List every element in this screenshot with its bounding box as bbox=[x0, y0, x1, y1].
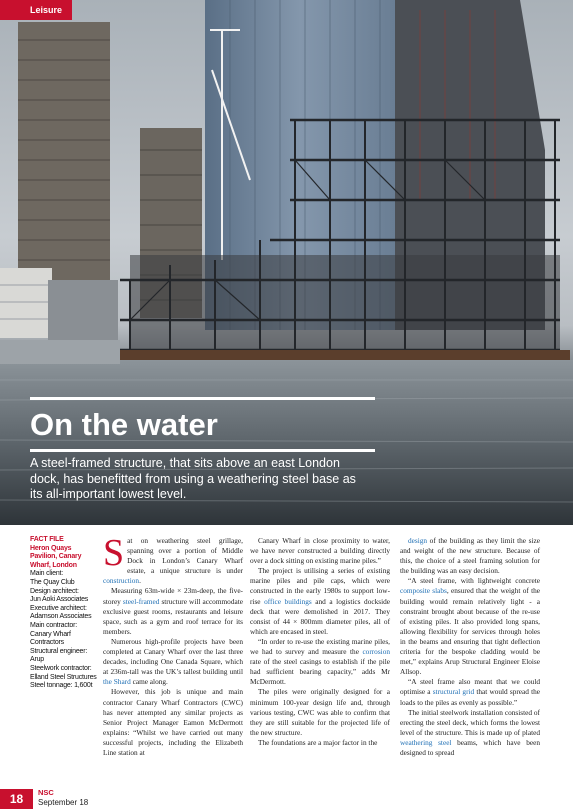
publication-name: NSC bbox=[38, 788, 54, 797]
body-paragraph: The foundations are a major factor in the bbox=[258, 737, 378, 747]
headline-rule-bottom bbox=[30, 449, 375, 452]
headline: On the water bbox=[30, 407, 218, 442]
fact-file-row: Main contractor: bbox=[30, 621, 77, 629]
keyword-link[interactable]: the Shard bbox=[103, 677, 131, 687]
fact-file-row: Main client: bbox=[30, 570, 64, 578]
standfirst: A steel-framed structure, that sits above an east London dock, has benefitted from using a weathering steel base as its all-important lowest level. bbox=[30, 456, 356, 501]
body-paragraph: The initial steelwork installation consisted of erecting the steel deck, which forms the lowest level of the structure. This is made up of plated weathering steel beams, which have been designed to spread bbox=[400, 707, 540, 757]
fact-file-row: Canary Wharf Contractors bbox=[30, 630, 71, 647]
keyword-link[interactable]: composite slabs bbox=[400, 586, 447, 596]
body-paragraph: “In order to re-use the existing marine piles, we had to survey and measure the corrosion rate of the steel casings to establish if the pile had sufficient bearing capacity,” adds Mr McDermott. bbox=[250, 636, 390, 687]
keyword-link[interactable]: corrosion bbox=[362, 647, 390, 657]
headline-rule-top bbox=[30, 397, 375, 400]
keyword-link[interactable]: structural grid bbox=[432, 687, 475, 697]
fact-file-row: Structural engineer: bbox=[30, 647, 88, 655]
fact-file bbox=[30, 536, 100, 691]
body-column-3 bbox=[400, 536, 540, 758]
body-paragraph: However, this job is unique and main contractor Canary Wharf Contractors (CWC) has never attempted any similar projects as Senior Project Manager Eamon McDermott explains: “Whilst we have carried out many successful projects, including the Elizabeth Line station at bbox=[103, 687, 243, 757]
body-paragraph: Numerous high-profile projects have been completed at Canary Wharf over the last three decades, including One Canada Square, which at 236m-tall was the UK’s tallest building until the Shard came along. bbox=[103, 636, 243, 687]
body-paragraph: The project is utilising a series of existing marine piles and pile caps, which were constructed in the early 1980s to support low-rise office buildings and a logistics dockside deck that were demolished in 2017. They consist of 44 × 800mm diameter piles, all of which are encased in steel. bbox=[250, 566, 390, 636]
fact-file-row: Elland Steel Structures bbox=[30, 673, 97, 681]
body-paragraph: The piles were originally designed for a minimum 100-year design life and, through various testing, CWC was able to confirm that they are still suitable for the projected life of the new structure. bbox=[250, 687, 390, 737]
body-paragraph: Canary Wharf in close proximity to water, we have never constructed a building directly over a dock sitting on existing marine piles.” bbox=[250, 536, 390, 566]
fact-file-row: Executive architect: bbox=[30, 604, 87, 612]
fact-file-row: Jun Aoki Associates bbox=[30, 596, 89, 604]
body-paragraph: “A steel frame also meant that we could optimise a structural grid that would spread the loads to the piles as evenly as possible.” bbox=[400, 677, 540, 707]
body-column-2 bbox=[250, 536, 390, 748]
keyword-link[interactable]: construction bbox=[103, 576, 140, 586]
body-paragraph: “A steel frame, with lightweight concrete composite slabs, ensured that the weight of the building would remain relatively light - a constraint brought about because of the re-use of existing piles. It also provided long spans, allowing flexibility for services through holes in the beams and ensuring that tight deflection criteria for the bespoke cladding would be met,” explains Arup Structural Engineer Eloise Allsop. bbox=[400, 576, 540, 677]
fact-file-row: Design architect: bbox=[30, 587, 79, 595]
fact-file-row: Arup bbox=[30, 656, 44, 664]
fact-file-row: The Quay Club bbox=[30, 578, 75, 586]
fact-file-project: Heron Quays Pavilion, Canary Wharf, London bbox=[30, 544, 82, 569]
keyword-link[interactable]: office buildings bbox=[264, 596, 312, 606]
fact-file-row: Steel tonnage: 1,600t bbox=[30, 682, 93, 690]
keyword-link[interactable]: design bbox=[408, 536, 428, 545]
keyword-link[interactable]: weathering steel bbox=[400, 737, 452, 747]
keyword-link[interactable]: steel-framed bbox=[122, 596, 160, 606]
body-paragraph: at on weathering steel grillage, spanning over a portion of Middle Dock in London’s Canary Wharf estate, a unique structure is under construction. bbox=[103, 536, 243, 586]
drop-cap: S bbox=[103, 532, 125, 574]
body-paragraph: Measuring 63m-wide × 23m-deep, the five-storey steel-framed structure will accommodate exclusive guest rooms, restaurants and leisure space, such as a gym and roof terrace for its members. bbox=[103, 586, 243, 636]
fact-file-row: Adamson Associates bbox=[30, 613, 92, 621]
issue-date: September 18 bbox=[38, 798, 89, 807]
fact-file-row: Steelwork contractor: bbox=[30, 664, 92, 672]
page-number: 18 bbox=[0, 789, 33, 809]
fact-file-heading: FACT FILE bbox=[30, 536, 64, 543]
body-column-1 bbox=[103, 532, 243, 758]
body-paragraph: design of the building as they limit the size and weight of the new structure. Because of this, the choice of a steel framing solution for the building was an easy decision. bbox=[400, 536, 540, 576]
section-tag: Leisure bbox=[0, 0, 72, 20]
